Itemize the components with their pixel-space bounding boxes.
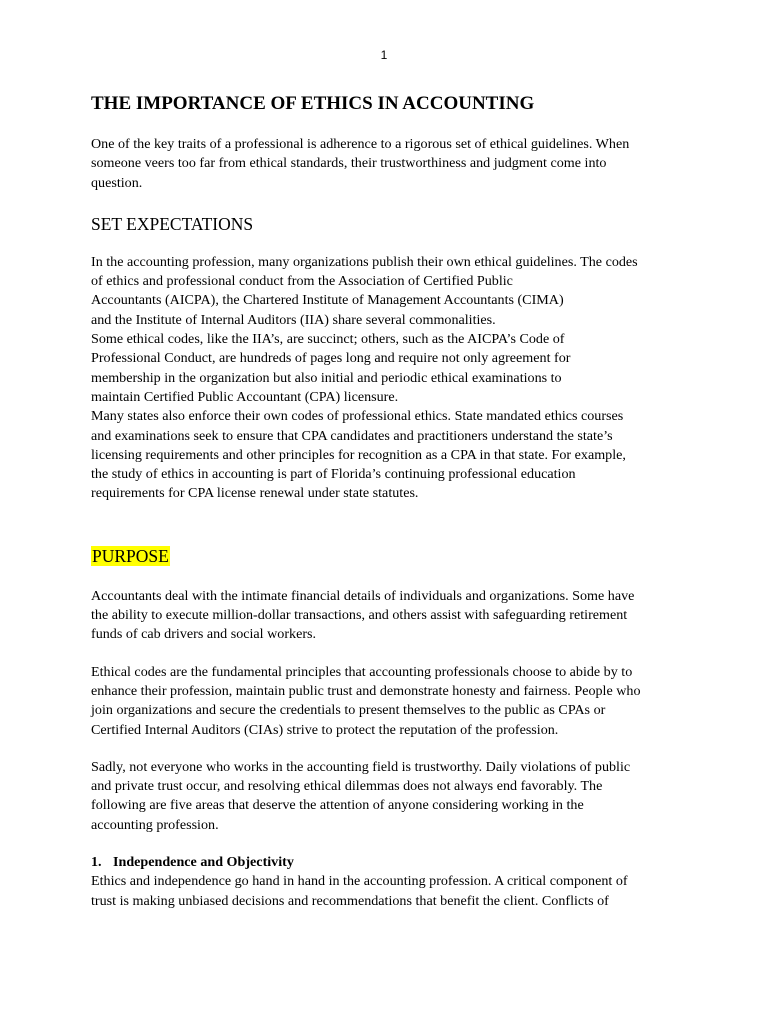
text-line: question.	[91, 174, 143, 191]
text-line: Sadly, not everyone who works in the accounting field is trustworthy. Daily violations of public	[91, 758, 631, 775]
text-line: Some ethical codes, like the IIA’s, are succinct; others, such as the AICPA’s Code of	[91, 331, 565, 348]
purpose-paragraph-2	[91, 663, 681, 740]
set-expectations-paragraph	[91, 253, 681, 504]
highlighted-text: PURPOSE	[92, 545, 169, 566]
text-line: following are five areas that deserve the attention of anyone considering working in the	[91, 797, 584, 814]
text-line: Many states also enforce their own codes of professional ethics. State mandated ethics courses	[91, 408, 624, 425]
page-number: 1	[380, 48, 388, 62]
text-line: Ethical codes are the fundamental principles that accounting professionals choose to abide by to	[91, 663, 633, 680]
purpose-paragraph-3	[91, 758, 681, 835]
text-line: the study of ethics in accounting is part of Florida’s continuing professional education	[91, 466, 576, 483]
independence-paragraph	[91, 872, 681, 911]
text-line: accounting profession.	[91, 816, 219, 833]
text-line: and private trust occur, and resolving ethical dilemmas does not always end favorably. The	[91, 778, 603, 795]
text-line: Professional Conduct, are hundreds of pages long and require not only agreement for	[91, 350, 571, 367]
text-line: and the Institute of Internal Auditors (IIA) share several commonalities.	[91, 311, 496, 328]
text-line: of ethics and professional conduct from the Association of Certified Public	[91, 273, 513, 290]
text-line: Ethics and independence go hand in hand in the accounting profession. A critical component of	[91, 873, 628, 890]
text-line: requirements for CPA license renewal under state statutes.	[91, 485, 419, 502]
section-heading-purpose	[91, 545, 681, 567]
intro-paragraph	[91, 135, 681, 193]
text-line: trust is making unbiased decisions and recommendations that benefit the client. Conflicts of	[91, 892, 609, 909]
document-body	[91, 92, 681, 911]
text-line: One of the key traits of a professional is adherence to a rigorous set of ethical guidelines. When	[91, 136, 630, 152]
text-line: membership in the organization but also initial and periodic ethical examinations to	[91, 369, 562, 386]
text-line: join organizations and secure the credentials to present themselves to the public as CPAs or	[91, 702, 606, 719]
text-line: funds of cab drivers and social workers.	[91, 626, 317, 643]
list-heading-text: Independence and Objectivity	[113, 854, 294, 871]
text-line: someone veers too far from ethical standards, their trustworthiness and judgment come into	[91, 155, 607, 172]
document-title: THE IMPORTANCE OF ETHICS IN ACCOUNTING	[91, 93, 535, 114]
text-line: licensing requirements and other principles for recognition as a CPA in that state. For example,	[91, 446, 626, 463]
list-item-heading-independence	[91, 853, 681, 872]
list-number: 1.	[91, 854, 102, 871]
purpose-paragraph-1	[91, 587, 681, 645]
text-line: Accountants deal with the intimate financial details of individuals and organizations. Some have	[91, 587, 635, 604]
section-heading-set-expectations: SET EXPECTATIONS	[91, 213, 254, 234]
text-line: the ability to execute million-dollar transactions, and others assist with safeguarding retirement	[91, 607, 628, 624]
text-line: enhance their profession, maintain public trust and demonstrate honesty and fairness. People who	[91, 682, 641, 699]
text-line: Certified Internal Auditors (CIAs) strive to protect the reputation of the profession.	[91, 721, 559, 738]
text-line: and examinations seek to ensure that CPA candidates and practitioners understand the state’s	[91, 427, 613, 444]
text-line: maintain Certified Public Accountant (CPA) licensure.	[91, 388, 399, 405]
text-line: In the accounting profession, many organizations publish their own ethical guidelines. The codes	[91, 253, 638, 270]
text-line: Accountants (AICPA), the Chartered Institute of Management Accountants (CIMA)	[91, 292, 564, 309]
